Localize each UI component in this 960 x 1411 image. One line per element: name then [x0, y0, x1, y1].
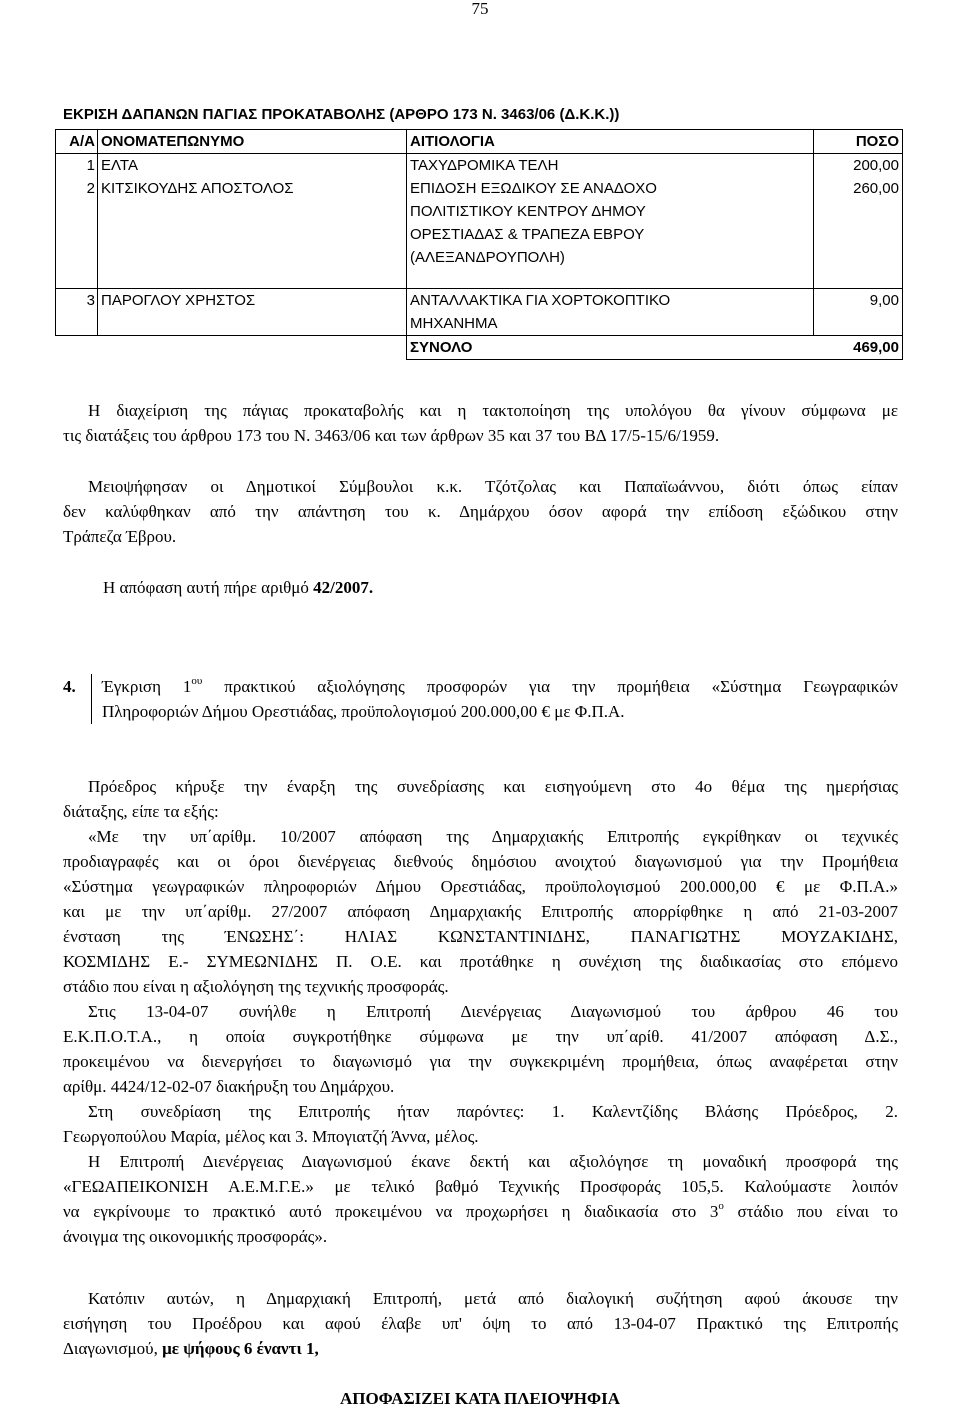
body-line: «ΓΕΩΑΠΕΙΚΟΝΙΣΗ Α.Ε.Μ.Γ.Ε.» με τελικό βαθμό Τεχνικής Προσφοράς 105,5. Καλούμαστε λοιπόν	[63, 1177, 898, 1196]
closing-line: Διαγωνισμού, με ψήφους 6 έναντι 1,	[63, 1339, 319, 1358]
proposal-body	[63, 774, 898, 1249]
table-row	[56, 289, 903, 336]
table-row	[56, 177, 903, 269]
expenses-title: ΕΚΡΙΣΗ ΔΑΠΑΝΩΝ ΠΑΓΙΑΣ ΠΡΟΚΑΤΑΒΟΛΗΣ (ΑΡΘΡΟ 173 Ν. 3463/06 (Δ.Κ.Κ.))	[63, 106, 620, 123]
row-reason-line: (ΑΛΕΞΑΝΔΡΟΥΠΟΛΗ)	[410, 249, 565, 266]
row-reason	[407, 289, 814, 336]
row-reason	[407, 177, 814, 269]
decision-number: 42/2007.	[313, 578, 374, 597]
body-line: Πρόεδρος κήρυξε την έναρξη της συνεδρίασης και εισηγούμενη στο 4ο θέμα της ημερήσιας	[88, 777, 898, 796]
minority-line-3: Τράπεζα Έβρου.	[63, 527, 177, 546]
body-line: Στη συνεδρίαση της Επιτροπής ήταν παρόντες: 1. Καλεντζίδης Βλάσης Πρόεδρος, 2.	[88, 1102, 898, 1121]
expenses-table	[55, 129, 903, 360]
body-line: Γεωργοπούλου Μαρία, μέλος και 3. Μπογιατζή Άννα, μέλος.	[63, 1127, 479, 1146]
body-line: και με την υπ΄αρίθμ. 27/2007 απόφαση Δημαρχιακής Επιτροπής απορρίφθηκε η από 21-03-2007	[63, 902, 898, 921]
decision-number-line	[103, 575, 373, 600]
agenda-item-number: 4.	[63, 677, 76, 696]
body-line: άνοιγμα της οικονομικής προσφοράς».	[63, 1227, 328, 1246]
agenda-item-title-line-2: Πληροφοριών Δήμου Ορεστιάδας, προϋπολογισμού 200.000,00 € με Φ.Π.Α.	[102, 702, 625, 721]
body-line: Η Επιτροπή Διενέργειας Διαγωνισμού έκανε δεκτή και αξιολόγησε τη μοναδική προσφορά της	[88, 1152, 898, 1171]
body-line: «Με την υπ΄αρίθμ. 10/2007 απόφαση της Δημαρχιακής Επιτροπής εγκρίθηκαν οι τεχνικές	[88, 827, 898, 846]
table-header-row	[56, 130, 903, 154]
agenda-item-title-line-1: Έγκριση $1^{o\upsilon}$ πρακτικού αξιολόγησης προσφορών για την προμήθεια «Σύστημα Γεωγραφικών	[102, 675, 898, 696]
row-name: ΠΑΡΟΓΛΟΥ ΧΡΗΣΤΟΣ	[98, 289, 407, 336]
row-reason-line: ΠΟΛΙΤΙΣΤΙΚΟΥ ΚΕΝΤΡΟΥ ΔΗΜΟΥ	[410, 203, 646, 220]
body-line: ένσταση της ΈΝΩΣΗΣ΄: ΗΛΙΑΣ ΚΩΝΣΤΑΝΤΙΝΙΔΗΣ, ΠΑΝΑΓΙΩΤΗΣ ΜΟΥΖΑΚΙΔΗΣ,	[63, 927, 898, 946]
body-line: στάδιο που είναι η αξιολόγηση της τεχνικής προσφοράς.	[63, 977, 449, 996]
page-number: 75	[471, 0, 489, 18]
body-line: αρίθμ. 4424/12-02-07 διακήρυξη του Δημάρχου.	[63, 1077, 395, 1096]
header-aa: Α/Α	[56, 130, 98, 154]
closing-line: εισήγηση του Προέδρου και αφού έλαβε υπ' όψη το από 13-04-07 Πρακτικό της Επιτροπής	[63, 1314, 898, 1333]
row-reason-line: ΟΡΕΣΤΙΑΔΑΣ & ΤΡΑΠΕΖΑ ΕΒΡΟΥ	[410, 226, 645, 243]
minority-paragraph	[63, 474, 898, 549]
header-amount: ΠΟΣΟ	[814, 130, 903, 154]
body-line: διάταξης, είπε τα εξής:	[63, 802, 219, 821]
row-reason-line: ΜΗΧΑΝΗΜΑ	[410, 315, 498, 332]
body-line: Ε.Κ.Π.Ο.Τ.Α., η οποία συγκροτήθηκε σύμφωνα με την υπ΄αρίθ. 41/2007 απόφαση Δ.Σ.,	[63, 1027, 898, 1046]
management-paragraph	[63, 398, 898, 448]
row-reason-line: ΑΝΤΑΛΛΑΚΤΙΚΑ ΓΙΑ ΧΟΡΤΟΚΟΠΤΙΚΟ	[410, 292, 671, 309]
row-number: 1	[56, 154, 98, 178]
minority-line-1: Μειοψήφησαν οι Δημοτικοί Σύμβουλοι κ.κ. Τζότζολας και Παπαϊωάννου, διότι όπως είπαν	[88, 477, 898, 496]
decision-heading: ΑΠΟΦΑΣΙΖΕΙ ΚΑΤΑ ΠΛΕΙΟΨΗΦΙΑ	[339, 1389, 621, 1408]
row-reason: ΤΑΧΥΔΡΟΜΙΚΑ ΤΕΛΗ	[407, 154, 814, 178]
management-line-2: τις διατάξεις του άρθρου 173 του Ν. 3463/06 και των άρθρων 35 και 37 του ΒΔ 17/5-15/6/1959.	[63, 426, 720, 445]
total-amount: 469,00	[814, 336, 903, 360]
closing-paragraph	[63, 1286, 898, 1361]
body-line: «Σύστημα γεωγραφικών πληροφοριών Δήμου Ορεστιάδας, προϋπολογισμού 200.000,00 € με Φ.Π.Α.»	[63, 877, 898, 896]
row-number: 2	[56, 177, 98, 269]
minority-line-2: δεν καλύφθηκαν από την απάντηση του κ. Δημάρχου όσον αφορά την επίδοση εξώδικου στην	[63, 502, 898, 521]
row-number: 3	[56, 289, 98, 336]
row-amount: 9,00	[814, 289, 903, 336]
body-line: προκειμένου να διενεργήσει το διαγωνισμό για την συγκεκριμένη προμήθεια, όπως αναφέρεται στην	[63, 1052, 898, 1071]
body-line: Στις 13-04-07 συνήλθε η Επιτροπή Διενέργειας Διαγωνισμού του άρθρου 46 του	[88, 1002, 898, 1021]
body-line: ΚΟΣΜΙΔΗΣ Ε.- ΣΥΜΕΩΝΙΔΗΣ Π. Ο.Ε. και προτάθηκε η συνέχιση της διαδικασίας στο επόμενο	[63, 952, 898, 971]
closing-line: Κατόπιν αυτών, η Δημαρχιακή Επιτροπή, μετά από διαλογική συζήτηση αφού άκουσε την	[88, 1289, 898, 1308]
table-spacer-row	[56, 269, 903, 289]
body-line: να εγκρίνουμε το πρακτικό αυτό προκειμένου να προχωρήσει η διαδικασία στο $3^o$ στάδιο που είναι το	[63, 1200, 899, 1221]
row-reason-line: ΕΠΙΔΟΣΗ ΕΞΩΔΙΚΟΥ ΣΕ ΑΝΑΔΟΧΟ	[410, 180, 657, 197]
table-total-row	[56, 336, 903, 360]
row-name: ΕΛΤΑ	[98, 154, 407, 178]
body-line: προδιαγραφές και οι όροι διενέργειας διεθνούς δημόσιου ανοιχτού διαγωνισμού για την Προμήθεια	[63, 852, 898, 871]
table-row	[56, 154, 903, 178]
agenda-item-title	[91, 674, 898, 724]
row-name: ΚΙΤΣΙΚΟΥΔΗΣ ΑΠΟΣΤΟΛΟΣ	[98, 177, 407, 269]
row-amount: 200,00	[814, 154, 903, 178]
header-name: ΟΝΟΜΑΤΕΠΩΝΥΜΟ	[98, 130, 407, 154]
decision-number-prefix: Η απόφαση αυτή πήρε αριθμό	[103, 578, 314, 597]
header-reason: ΑΙΤΙΟΛΟΓΙΑ	[407, 130, 814, 154]
total-label: ΣΥΝΟΛΟ	[407, 336, 814, 360]
management-line-1: Η διαχείριση της πάγιας προκαταβολής και η τακτοποίηση της υπολόγου θα γίνουν σύμφωνα με	[88, 401, 898, 420]
row-amount: 260,00	[814, 177, 903, 269]
